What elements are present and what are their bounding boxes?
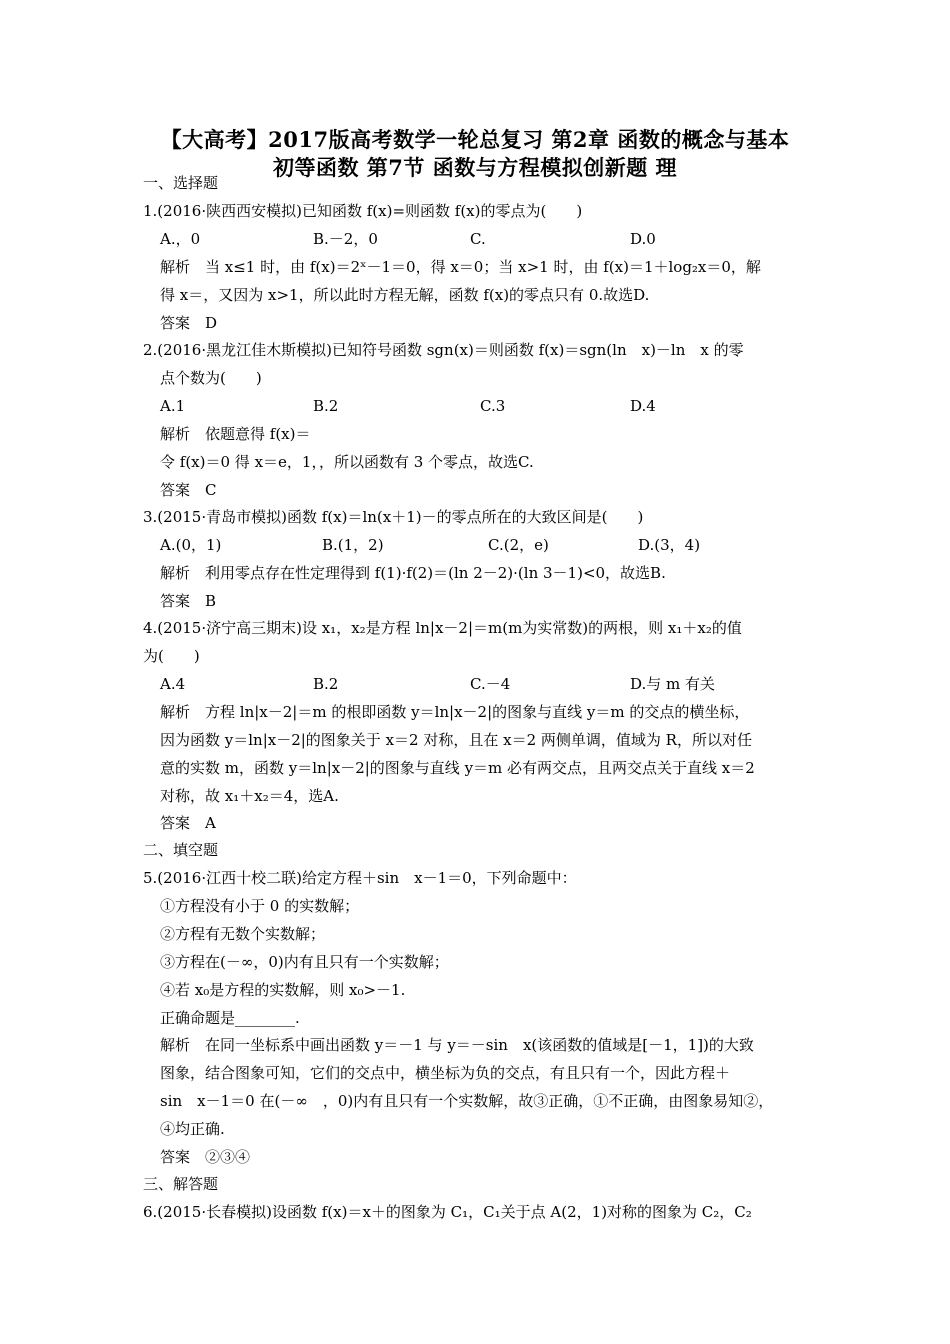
section-heading: 二、填空题: [143, 841, 219, 859]
question-3-analysis: 解析 利用零点存在性定理得到 f(1)·f(2)＝(ln 2－2)·(ln 3－1)<0，故选B.: [160, 564, 666, 582]
question-4-analysis: 解析 方程 ln|x－2|＝m 的根即函数 y＝ln|x－2|的图象与直线 y＝m 的交点的横坐标，: [160, 703, 750, 721]
question-4-option-b: B.2: [313, 675, 339, 693]
question-1-answer: 答案 D: [160, 314, 218, 332]
question-3-option-a: A.(0，1): [160, 536, 222, 554]
document-title-line-1: 【大高考】2017版高考数学一轮总复习 第2章 函数的概念与基本: [160, 127, 790, 152]
question-5-analysis: sin x－1＝0 在(－∞ ，0)内有且只有一个实数解，故③正确，①不正确，由图象易知②，: [160, 1092, 774, 1110]
question-1-option-d: D.0: [630, 230, 656, 248]
question-5-item: ③方程在(－∞，0)内有且只有一个实数解；: [160, 953, 449, 971]
question-2-stem: 2.(2016·黑龙江佳木斯模拟)已知符号函数 sgn(x)＝则函数 f(x)＝sgn(ln x)－ln x 的零: [143, 341, 744, 359]
question-2-stem: 点个数为( ): [160, 369, 262, 387]
question-3-option-b: B.(1，2): [322, 536, 384, 554]
question-1-option-b: B.－2，0: [313, 230, 378, 248]
question-4-stem: 为( ): [143, 647, 200, 665]
question-2-option-c: C.3: [480, 397, 506, 415]
document-title-line-2: 初等函数 第7节 函数与方程模拟创新题 理: [272, 155, 678, 180]
question-4-option-d: D.与 m 有关: [630, 675, 716, 693]
question-5-stem: 5.(2016·江西十校二联)给定方程＋sin x－1＝0，下列命题中：: [143, 869, 577, 887]
question-2-analysis: 解析 依题意得 f(x)＝: [160, 425, 311, 443]
question-4-option-a: A.4: [160, 675, 186, 693]
question-5-item: ②方程有无数个实数解；: [160, 925, 326, 943]
question-5-analysis: 解析 在同一坐标系中画出函数 y＝－1 与 y＝－sin x(该函数的值域是[－1，1])的大致: [160, 1036, 754, 1054]
question-2-answer: 答案 C: [160, 481, 217, 499]
question-4-analysis: 因为函数 y＝ln|x－2|的图象关于 x＝2 对称，且在 x＝2 两侧单调，值域为 R，所以对任: [160, 731, 752, 749]
question-1-stem: 1.(2016·陕西西安模拟)已知函数 f(x)=则函数 f(x)的零点为( ): [143, 202, 583, 220]
question-5-analysis: 图象，结合图象可知，它们的交点中，横坐标为负的交点，有且只有一个，因此方程＋: [160, 1064, 731, 1082]
question-1-option-a: A.，0: [160, 230, 201, 248]
question-4-analysis: 意的实数 m，函数 y＝ln|x－2|的图象与直线 y＝m 必有两交点，且两交点关于直线 x＝2: [160, 759, 755, 777]
question-5-item: ①方程没有小于 0 的实数解；: [160, 897, 360, 915]
question-4-stem: 4.(2015·济宁高三期末)设 x₁，x₂是方程 ln|x－2|＝m(m为实常数)的两根，则 x₁＋x₂的值: [143, 619, 742, 637]
question-1-analysis: 解析 当 x≤1 时，由 f(x)＝2ˣ－1＝0，得 x＝0；当 x>1 时，由 f(x)＝1＋log₂x＝0，解: [160, 258, 761, 276]
question-1-option-c: C.: [470, 230, 486, 248]
question-2-option-b: B.2: [313, 397, 339, 415]
question-3-option-d: D.(3，4): [638, 536, 701, 554]
question-6-stem: 6.(2015·长春模拟)设函数 f(x)＝x＋的图象为 C₁，C₁关于点 A(2，1)对称的图象为 C₂，C₂: [143, 1203, 752, 1221]
question-3-answer: 答案 B: [160, 592, 217, 610]
question-5-answer: 答案 ②③④: [160, 1148, 251, 1166]
question-1-analysis: 得 x＝，又因为 x>1，所以此时方程无解，函数 f(x)的零点只有 0.故选D.: [160, 286, 650, 304]
question-4-answer: 答案 A: [160, 814, 216, 832]
question-4-analysis: 对称，故 x₁＋x₂＝4，选A.: [160, 787, 339, 805]
question-2-option-a: A.1: [160, 397, 186, 415]
question-2-analysis: 令 f(x)＝0 得 x＝e，1，，所以函数有 3 个零点，故选C.: [160, 453, 534, 471]
question-5-item: ④若 x₀是方程的实数解，则 x₀>－1.: [160, 981, 406, 999]
question-5-blank: 正确命题是________.: [160, 1009, 300, 1027]
question-5-analysis: ④均正确.: [160, 1120, 225, 1138]
question-3-option-c: C.(2，e): [488, 536, 549, 554]
question-2-option-d: D.4: [630, 397, 656, 415]
section-heading: 一、选择题: [143, 174, 219, 192]
question-4-option-c: C.－4: [470, 675, 511, 693]
section-heading: 三、解答题: [143, 1175, 219, 1193]
question-3-stem: 3.(2015·青岛市模拟)函数 f(x)＝ln(x＋1)－的零点所在的大致区间是( ): [143, 508, 644, 526]
